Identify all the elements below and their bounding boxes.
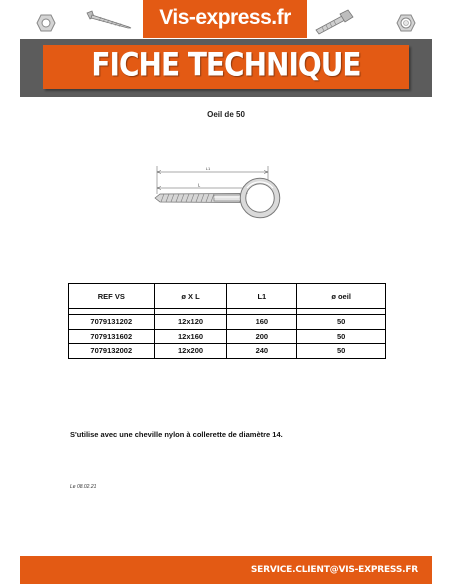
wood-screw-icon [85,10,133,30]
column-header: ø oeil [297,284,386,309]
table-row [69,315,386,330]
revision-date: Le 08.02.21 [70,484,97,490]
table-cell: 50 [297,315,386,330]
dimension-l-label: L [197,182,201,188]
table-cell: 12x120 [154,315,227,330]
dimension-l1-label: L1 [205,166,211,171]
page-title: FICHE TECHNIQUE [91,45,361,84]
lock-nut-icon [396,13,416,33]
table-cell: 7079131602 [69,329,155,344]
spec-table [68,283,386,359]
footer-email-link[interactable]: SERVICE.CLIENT@VIS-EXPRESS.FR [250,565,418,575]
table-row [69,329,386,344]
brand-logo: Vis-express.fr [159,6,291,29]
page-header [0,0,452,100]
table-header-row [69,284,386,309]
eye-screw-drawing [152,160,292,238]
table-cell: 50 [297,329,386,344]
table-cell: 160 [227,315,297,330]
table-cell: 7079131202 [69,315,155,330]
table-cell: 12x200 [154,344,227,359]
table-cell: 12x160 [154,329,227,344]
column-header: ø X L [154,284,227,309]
table-row [69,344,386,359]
usage-note: S'utilise avec une cheville nylon à collerette de diamètre 14. [70,430,283,439]
hex-nut-icon [36,14,56,32]
column-header: L1 [227,284,297,309]
table-cell: 240 [227,344,297,359]
column-header: REF VS [69,284,155,309]
hex-bolt-icon [312,9,354,35]
table-cell: 7079132002 [69,344,155,359]
table-cell: 200 [227,329,297,344]
table-cell: 50 [297,344,386,359]
product-title: Oeil de 50 [207,110,245,119]
